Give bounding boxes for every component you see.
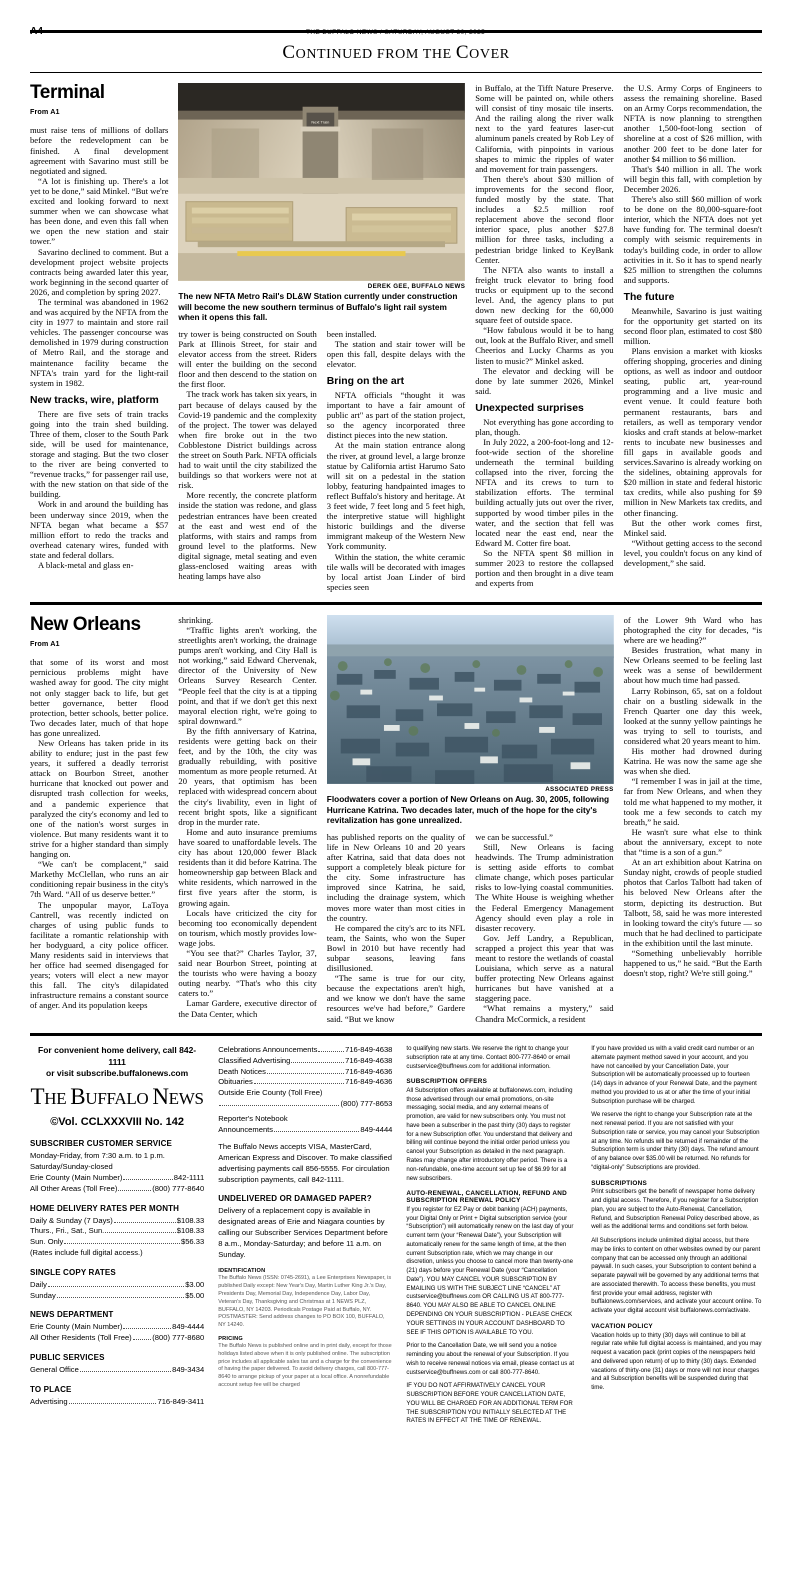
page-folio: A4 (30, 26, 44, 37)
info-row (218, 1077, 392, 1088)
delivery-line-1: For convenient home delivery, call 842-1111 (38, 1045, 197, 1067)
neworleans-column-1 (30, 605, 168, 1024)
terminal-figure (178, 83, 465, 329)
terminal-photo-credit (178, 281, 465, 292)
paragraph: “Without getting access to the second level, you couldn't focus on any kind of development,” she said. (623, 537, 762, 568)
paragraph: There are five sets of train tracks going into the train shed building. Three of them, closer to the South Park side, will be used for maintenance, storage and staging. But the two closer to the river are being converted to “revenue tracks,” for passenger rail use, with the new station on that side of the building. (30, 408, 169, 500)
paragraph: New Orleans has taken pride in its ability to endure; just in the past few years, it suffered a deadly terrorist attack on Bourbon Street, another hurricane that knocked out power and disrupted trash collection for weeks, and a pandemic experience that paralyzed the city's economy and led to one of the nation's worst surges in violence. But many residents want it to strive for a higher standard than simply hanging on. (30, 738, 169, 860)
subscriptions-text: Print subscribers get the benefit of newspaper home delivery and digital access. Therefore, if you register for a Subscription plan, you are subject to the Auto-Renewal, Cancellation, Refund, and Subscription Renewal Policy described above, as well as the additional terms and conditions set forth below. (591, 1188, 760, 1231)
row-value: $3.00 (185, 1279, 205, 1289)
paragraph: “Something unbelievably horrible happened to us,” he said. “But the Earth doesn't stop, right? We're still going.” (623, 947, 762, 979)
leader-dots (64, 1243, 180, 1244)
paragraph: But the other work comes first, Minkel said. (623, 517, 762, 538)
terminal-subhead-4: The future (623, 291, 675, 303)
paragraph: Home and auto insurance premiums have soared to unaffordable levels. The city has about 120,000 fewer Black residents than it did before Katrina. The homeownership gap between Black and white residents, which narrowed in the first five years after the storm, is growing again. (178, 826, 317, 908)
row-value: 716-849-4638 (345, 1045, 393, 1055)
info-row (30, 1226, 204, 1237)
row-label: Celebrations Announcements (218, 1045, 318, 1055)
paragraph: NFTA officials “thought it was important to have a fair amount of public art" as part of the station project, so the agency incorporated three distinct pieces into the new station. (326, 390, 466, 441)
paragraph: “A lot is finishing up. There's a lot yet to be done,” said Minkel. “But we're excited and looking forward to next summer when we can showcase what has been done, and even this fall when we open the new station and stair tower.” (30, 175, 169, 247)
leader-dots (267, 1073, 344, 1074)
info-row (30, 1365, 204, 1376)
paragraph: So the NFTA spent $8 million in summer 2023 to restore the collapsed portion and then brought in a dive team and experts from (475, 547, 614, 589)
row-value: 849-3434 (172, 1364, 205, 1374)
paragraph: The unpopular mayor, LaToya Cantrell, was recently indicted on charges of using public funds to facilitate a romantic relationship with her bodyguard, a city police officer. Many residents said in interviews that her office had seemed disengaged for years; voters will elect a new mayor this fall. The city's dilapidated infrastructure remains a constant source of anger. And its population keeps (30, 899, 169, 1011)
info-row (30, 1216, 204, 1227)
info-column-3 (406, 1045, 577, 1426)
terminal-headline: Terminal (30, 82, 105, 103)
leader-dots (254, 1083, 344, 1084)
paragraph: His mother had drowned during Katrina. He was now the same age she was when she died. (623, 746, 762, 777)
paragraph: try tower is being constructed on South Park at Illinois Street, for stair and elevator access from the street. Riders will enter the building on the second floor and then descend to the station on the first floor. (178, 328, 317, 390)
paragraph: “I remember I was in jail at the time, far from New Orleans, and when they told me what happened to my mother, it took me a few seconds to catch my breath,” he said. (623, 776, 762, 827)
home-delivery-note: (Rates include full digital access.) (30, 1247, 143, 1257)
neworleans-column-2 (178, 605, 316, 1024)
paragraph: The NFTA also wants to install a freight truck elevator to bring food trucks or equipment up to the second level. And, the agency plans to put down new decking for the 60,000 square feet of outside space. (475, 264, 614, 326)
row-label: General Office (30, 1364, 79, 1374)
info-row (218, 1099, 392, 1110)
leader-dots (114, 1222, 176, 1223)
neworleans-photo-block (327, 605, 614, 1024)
heading-public-services: PUBLIC SERVICES (30, 1352, 105, 1362)
row-value: (800) 777-8653 (340, 1098, 393, 1108)
service-hours-2: Saturday/Sunday-closed (30, 1162, 113, 1172)
paragraph: Savarino declined to comment. But a development project website projects contracts being awarded later this year, work beginning in the second quarter of 2026, and completion by spring 2027. (30, 246, 169, 297)
paragraph: The track work has taken six years, in part because of delays caused by the Covid-19 pandemic and the complexity of the project. The tower was delayed when fire broke out in the two Cobblestone District buildings across the street on South Park. NFTA officials had to wait until the city stabilized the buildings so that workers were not at risk. (178, 389, 317, 491)
info-row (30, 1397, 204, 1408)
all-subscriptions-text: All Subscriptions include unlimited digital access, but there may be links to content on other websites owned by our parent company that can be accessed only through an additional paywall. In such cases, your Subscription to content behind a separate paywall will be governed by any additional terms that are associated therewith. To access these benefits, you must first provide your email address, register with buffalonews.com/services, and activate your account online. To activate your digital account visit buffalonews.com/activate. (591, 1237, 762, 1315)
qualifying-text: to qualifying new starts. We reserve the right to change your subscription rate at any time. Contact 800-777-8640 or email custservice@buffnews.com for additional information. (406, 1045, 571, 1070)
row-value: $108.33 (176, 1226, 205, 1236)
row-label: Thurs., Fri., Sat., Sun. (30, 1226, 105, 1236)
info-row (218, 1056, 392, 1067)
neworleans-photo-credit (327, 784, 614, 795)
neworleans-article (30, 605, 762, 1024)
paragraph: A black-metal and glass en- (38, 559, 134, 570)
leader-dots (123, 1179, 172, 1180)
leader-dots (80, 1371, 171, 1372)
paragraph: “We can't be complacent,” said Markethy McClellan, who runs an air conditioning repair business in the city's 7th Ward. “All of us deserve better.” (30, 859, 169, 900)
payments-text: The Buffalo News accepts VISA, MasterCard, American Express and Discover. To make classified advertising payments call 856-5555. For circulation subscription payments, call 842-1111. (218, 1142, 392, 1184)
leader-dots (133, 1339, 152, 1340)
heading-news-department: NEWS DEPARTMENT (30, 1310, 114, 1320)
info-row (30, 1237, 204, 1248)
paragraph: The station and stair tower will be open this fall, despite delays with the elevator. (326, 338, 466, 370)
paragraph: In July 2022, a 200-foot-long and 12-foot-wide section of the shoreline underneath the terminal building collapsed into the river, forcing the NFTA and its crews to turn to stabilization efforts. The terminal building actually juts out over the river, supported by wood timber piles in the water, and the section that fell was located near the east end, near the Edward M. Cotter fire boat. (475, 436, 614, 548)
terminal-photo-block (178, 73, 465, 592)
heading-pricing: PRICING (218, 1335, 243, 1342)
pricing-text: The Buffalo News is published online and in print daily, except for those holidays listed above when it is only published online. The subscription price includes all applicable sales tax and a charge for the convenience of having the paper delivered. To avoid delivery charges, call 800-777-8640 to arrange pickup of your paper at a local office. A nonrefundable account setup fee will be charged (218, 1342, 392, 1388)
paragraph: “What remains a mystery,” said Chandra McCormick, a resident (475, 1003, 614, 1024)
neworleans-jumpline: From A1 (30, 639, 60, 649)
leader-dots (57, 1297, 184, 1298)
no-cancel-warning-text: IF YOU DO NOT AFFIRMATIVELY CANCEL YOUR SUBSCRIPTION BEFORE YOUR CANCELLATION DATE, YOU WILL BE CHARGED FOR AN ADDITIONAL TERM FOR THE SUBSCRIPTION YOU INITIALLY SELECTED AT THE RATES IN EFFECT AT THE TIME OF RENEWAL. (406, 1382, 573, 1425)
row-label: Death Notices (218, 1066, 266, 1076)
terminal-column-3 (327, 329, 465, 592)
paragraph: At the main station entrance along the river, at ground level, a large bronze statue by California artist Harumo Sato will sit on a pedestal in the station lobby, featuring handpainted images to reflect Buffalo's history and heritage. At 3 feet wide, 7 feet long and 5 feet high, the interpretive statue will highlight historic buildings and the diverse immigrant makeup of the Western New York community. (326, 440, 466, 552)
row-label: Advertising (30, 1396, 68, 1406)
prior-cancellation-text: Prior to the Cancellation Date, we will send you a notice reminding you about the renewal of your Subscription. If you wish to receive renewal notices via email, please contact us at custservice@buffnews.com or call 800-777-8640. (406, 1342, 575, 1376)
heading-identification: IDENTIFICATION (218, 1268, 266, 1275)
heading-vacation-policy: VACATION POLICY (591, 1323, 653, 1330)
paragraph: Locals have criticized the city for becoming too economically dependent on tourism, which mostly provides low-wage jobs. (178, 907, 317, 948)
row-label: Sunday (30, 1290, 56, 1300)
leader-dots (318, 1051, 344, 1052)
section-title-text: CONTINUED FROM THE COVER (282, 42, 510, 63)
neworleans-column-5 (624, 605, 762, 1024)
header-rail: THE BUFFALO NEWS / SATURDAY, AUGUST 30, 2025 (306, 29, 486, 36)
terminal-subhead-1: New tracks, wire, platform (30, 394, 159, 406)
paragraph: Besides frustration, what many in New Orleans seemed to be feeling last week was a sense of bewilderment about how much time had passed. (623, 645, 762, 686)
reporters-notebook-label: Reporter's Notebook (218, 1113, 288, 1123)
paragraph: Lamar Gardere, executive director of the Data Center, which (178, 998, 317, 1019)
row-value: 849-4444 (172, 1322, 205, 1332)
row-value: 849-4444 (360, 1124, 393, 1134)
buffalo-news-logo: THE BUFFALO NEWS (30, 1084, 204, 1110)
row-label: Erie County (Main Number) (30, 1173, 123, 1183)
row-label: Daily (30, 1279, 47, 1289)
paragraph: The terminal was abandoned in 1962 and was acquired by the NFTA from the city in 1977 to maintain and store rail vehicles. The passenger concourse was demolished in 1979 during construction of Metro Rail, and the storage and maintenance facility became the NFTA's train yard for the light-rail system in 1982. (30, 296, 169, 388)
row-value: 716-849-4636 (345, 1077, 393, 1087)
toll-free-label: Outside Erie County (Toll Free) (218, 1088, 323, 1098)
paragraph: shrinking. (178, 614, 214, 625)
paragraph: By the fifth anniversary of Katrina, residents were getting back on their feet, and by the 10th, the city was gradually rebuilding, with positive momentum as more people returned. At 20 years, that optimism has been replaced with widespread concern about the city's livability, even in light of recent bright spots, like a significant drop in the murder rate. (178, 725, 317, 827)
terminal-column-1 (30, 73, 168, 592)
auto-renewal-text: If you register for EZ Pay or debit banking (ACH) payments, your Digital Only or Print + Digital subscription service (your “Subscription”) will automatically renew on the last day of your current term (your “Renewal Date”), your Subscription will automatically renew for the same length of time, at the then current Subscription rate, which we may change in our discretion, unless you choose to cancel more than twenty-one (21) days before your Renewal Date (your “Cancellation Date”). YOU MAY CANCEL YOUR SUBSCRIPTION BY EMAILING US WITH THE SUBJECT LINE “CANCEL” AT custservice@buffnews.com OR CALLING US AT 800-777-8640. YOU MAY ALSO BE ABLE TO CANCEL ONLINE DEPENDING ON YOUR SUBSCRIPTION - PLEASE CHECK YOUR SETTINGS IN YOUR ACCOUNT DASHBOARD TO SEE IF THIS OPTION IS AVAILABLE TO YOU. (406, 1205, 574, 1336)
credit-text: DEREK GEE, BUFFALO NEWS (367, 283, 466, 291)
row-value: 716-849-3411 (157, 1396, 205, 1406)
paragraph: The elevator and decking will be done by late summer 2026, Minkel said. (475, 365, 614, 396)
terminal-column-4 (475, 73, 613, 592)
neworleans-subcolumns (327, 832, 614, 1024)
paragraph: the U.S. Army Corps of Engineers to assess the remaining shoreline. Based on an Army Corps recommendation, the NFTA is now planning to strengthen another 1,500-foot-long section of shoreline at a cost of $26 million, with another 200 feet to be done later for another $4 million to $6 million. (623, 83, 762, 164)
info-column-2 (218, 1045, 392, 1426)
row-value: (800) 777-8680 (152, 1333, 205, 1343)
terminal-article (30, 73, 762, 592)
paragraph: He wasn't sure what else to think about the anniversary, except to note that “time is a son of a gun.” (623, 826, 762, 858)
info-row (30, 1333, 204, 1344)
paragraph: Work in and around the building has been underway since 2019, when the NFTA began what became a $57 million effort to redo the tracks and overhead catenary wires, funded with state and federal dollars. (30, 499, 169, 560)
neworleans-headline: New Orleans (30, 613, 141, 635)
row-label: Erie County (Main Number) (30, 1322, 123, 1332)
info-row (30, 1291, 204, 1302)
delivery-line-2: or visit subscribe.buffalonews.com (46, 1068, 189, 1078)
neworleans-column-3 (327, 832, 465, 1024)
paragraph: of the Lower 9th Ward who has photographed the city for decades, “is where are we heading?” (623, 614, 762, 646)
neworleans-figure (327, 615, 614, 832)
leader-dots (69, 1403, 157, 1404)
heading-subscription-offers: SUBSCRIPTION OFFERS (406, 1078, 488, 1086)
paragraph: Gov. Jeff Landry, a Republican, scrapped a project this year that was meant to restore the wetlands of coastal Louisiana, which serve as a natural buffer protecting New Orleans against hurricanes but have vanished at a staggering pace. (475, 932, 614, 1004)
rate-change-text: We reserve the right to change your Subscription rate at the next renewal period. If you are not satisfied with your Subscription rate or service, you may cancel your Subscription at any time. No refunds will be returned if remainder of the Subscription term is under thirty (30) days. The refund amount of any balance over $35.00 will be returned. No refunds for “digital-only” Subscriptions are provided. (591, 1111, 760, 1172)
paragraph: been installed. (326, 328, 377, 339)
row-label: All Other Areas (Toll Free) (30, 1183, 118, 1193)
paragraph: Within the station, the white ceramic tile walls will be decorated with images by local artist Joan Linder of bird species seen (326, 551, 466, 592)
leader-dots (123, 1328, 171, 1329)
credit-text: ASSOCIATED PRESS (545, 786, 614, 794)
heading-home-delivery: HOME DELIVERY RATES PER MONTH (30, 1203, 180, 1213)
row-label: Daily & Sunday (7 Days) (30, 1215, 113, 1225)
service-hours-1: Monday-Friday, from 7:30 a.m. to 1 p.m. (30, 1151, 165, 1161)
info-row (218, 1125, 392, 1136)
row-label: Classified Advertising (218, 1055, 291, 1065)
paragraph: “The same is true for our city, because the expectations aren't high, and we know we don't have the same resources we've had before,” Gardere said. “But we know (326, 973, 466, 1024)
credit-card-text: If you have provided us with a valid credit card number or an alternate payment method saved in your account, and you have not cancelled by your Cancellation Date, your Subscription will be automatically processed up to fourteen (14) days in advance of your Renewal Date, and the payment method you provided to us at or after the time of your initial Subscription purchase will be charged. (591, 1045, 757, 1105)
row-value: (800) 777-8640 (152, 1183, 205, 1193)
heading-single-copy: SINGLE COPY RATES (30, 1267, 116, 1277)
paragraph: At an art exhibition about Katrina on Sunday night, crowds of people studied photos that Carlos Talbott had taken of his beloved New Orleans after the storm, depicting its destruction. But Talbott, 58, said he was more interested in looking toward the city's future — so much that he had declined to participate in the exhibition until the last minute. (623, 857, 762, 948)
neworleans-column-4 (475, 832, 613, 1024)
paragraph: “You see that?” Charles Taylor, 37, said near Bourbon Street, pointing at the tourists who were having a boozy outing nearby. “That's who this city caters to.” (178, 947, 317, 999)
info-column-1 (30, 1045, 204, 1426)
heading-auto-renewal: AUTO-RENEWAL, CANCELLATION, REFUND AND SUBSCRIPTION RENEWAL POLICY (406, 1190, 568, 1205)
story-separator-2 (30, 1033, 762, 1036)
heading-subscriber-service: SUBSCRIBER CUSTOMER SERVICE (30, 1139, 172, 1149)
row-value: 716-849-4636 (345, 1066, 393, 1076)
info-row (218, 1067, 392, 1078)
paragraph: in Buffalo, at the Tifft Nature Preserve. Some will be painted on, while others will consist of tiny mosaic tile inserts. And the railing along the river walk next to the yard features laser-cut aluminum panels created by Rob Ley of California, with pinpoints in various shapes to mimic the ripples of water and movement for train passengers. (475, 83, 614, 174)
paragraph: There's also still $60 million of work to be done on the 80,000-square-foot interior, which the NFTA does not yet have funding for. The terminal doesn't comply with seismic requirements in today's building code, in order to allow activities in it. So it has to spend nearly $25 million to strengthen the columns and supports. (623, 194, 762, 285)
terminal-subhead-2: Bring on the art (326, 376, 405, 388)
paragraph: That's $40 million in all. The work will begin this fall, with completion by December 2026. (623, 163, 762, 194)
section-title (30, 33, 762, 72)
paragraph: Plans envision a market with kiosks offering shopping, groceries and dining options, as well as indoor and outdoor seating, public art, year-round programming and a live music and event venue. It could feature both permanent restaurants, bars and retailers, as well as temporary vendor kiosks and craft stands at below-market rents to incubate new businesses and fill gaps in available goods and services.Savarino is already working on the sidelines, obtaining approvals for $20 million in state and federal historic tax credits, while also pushing for $9 million in New Markets tax credits, and other financing. (623, 346, 762, 518)
info-row (218, 1045, 392, 1056)
paragraph: Meanwhile, Savarino is just waiting for the opportunity get started on its second floor plan, estimated to cost $80 million. (623, 305, 762, 346)
paragraph: “Traffic lights aren't working, the streetlights aren't working, the drainage pumps aren't working, and City Hall is not working,” said Edward Chervenak, director of the University of New Orleans Survey Research Center. “People feel that the city is at a tipping point, and that if we don't get this next mayoral election right, we're going to spiral downward.” (178, 624, 317, 726)
leader-dots (118, 1190, 151, 1191)
leader-dots (219, 1105, 339, 1106)
leader-dots (105, 1232, 175, 1233)
info-column-4 (591, 1045, 762, 1426)
subscription-info-block (30, 1045, 762, 1426)
leader-dots (291, 1062, 344, 1063)
paragraph: “How fabulous would it be to hang out, look at the Buffalo River, and smell Cheerios and Lucky Charms as you listen to music?” Minkel asked. (475, 325, 614, 366)
row-value: $108.33 (176, 1215, 205, 1225)
row-value: $5.00 (185, 1290, 205, 1300)
heading-subscriptions: SUBSCRIPTIONS (591, 1179, 648, 1187)
leader-dots (274, 1131, 359, 1132)
volume-number: ©Vol. CCLXXXVIII No. 142 (50, 1116, 185, 1129)
leader-dots (48, 1286, 184, 1287)
info-row (30, 1322, 204, 1333)
paragraph: Then there's about $30 million of improvements for the second floor, funded mostly by the state. That includes a $2.5 million roof replacement above the second floor interior space, plus another $27.8 million for three tasks, including a pedestrian bridge linked to KeyBank Center. (475, 173, 614, 265)
paragraph: Not everything has gone according to plan, though. (475, 416, 614, 437)
paragraph: Larry Robinson, 65, sat on a foldout chair on a bustling sidewalk in the French Quarter one day this week, looked at the sunny yellow paintings he was trying to sell to tourists, and considered what 20 years meant to him. (623, 685, 762, 746)
paragraph: has published reports on the quality of life in New Orleans 10 and 20 years after Katrina, said that data does not support a completely bleak picture for the city. Some infrastructure has improved since Katrina, he said, including the drainage system, which moves more water than most cities in the country. (326, 831, 466, 923)
svg-text:Next Train: Next Train (311, 119, 330, 125)
terminal-jumpline: From A1 (30, 107, 60, 117)
heading-undelivered: UNDELIVERED OR DAMAGED PAPER? (218, 1194, 372, 1204)
paragraph: More recently, the concrete platform inside the station was redone, and glass pedestrian entrances have been created at the east and west end of the platforms, with stairs and ramps from ground level to the platforms. New digital signage, metal seating and even glass-enclosed waiting areas with heating lamps have also (178, 490, 317, 582)
paragraph: that some of its worst and most pernicious problems might have washed away for good. The city might not only stagger back to life, but get better governance, better flood protection, better schools, better police. Two decades later, much of that hope has gone unrealized. (30, 657, 169, 738)
vacation-policy-text: Vacation holds up to thirty (30) days will continue to bill at regular rate while full digital access is maintained, and you may request a vacation pack (print copies of the newspapers held and delivered upon return) of up to thirty (30) days. Extended vacations of thirty-one (31) days or more will not incur charges and all Subscription benefits will be suspended during that time. (591, 1331, 762, 1392)
page-header (30, 0, 762, 37)
terminal-column-2 (178, 329, 316, 592)
row-label: Sun. Only (30, 1237, 64, 1247)
undelivered-text: Delivery of a replacement copy is available in designated areas of Erie and Niagara counties by calling our Subscriber Services Department before 8 a.m., Monday-Saturday; and before 11 a.m. on Sunday. (218, 1206, 388, 1259)
heading-to-place: TO PLACE (30, 1384, 72, 1394)
paragraph: Still, New Orleans is facing headwinds. The Trump administration is setting aside efforts to combat climate change, which poses particular risks to low-lying coastal communities. The White House is weighing whether the Federal Emergency Management Agency should even play a role in disaster recovery. (475, 841, 614, 933)
row-label: Announcements (218, 1124, 274, 1134)
terminal-photo (178, 83, 465, 281)
row-value: 716-849-4638 (345, 1055, 393, 1065)
row-label: Obituaries (218, 1077, 253, 1087)
paragraph: we can be successful.” (475, 831, 553, 842)
terminal-subhead-3: Unexpected surprises (475, 402, 584, 414)
info-row (30, 1184, 204, 1195)
subscription-offers-text: All Subscription offers available at buffalonews.com, including those advertised through our email promotions, on-site messaging, social media, and any external means of promotion, are valid for new subscribers only. You must not have been a subscriber in the past thirty (30) days to register for a new Subscription offer. You understand that delivery and billing will continue beyond the initial order period unless you cancel your Subscription as detailed in the next paragraph. Rates may change after introductory offer period. There is a non-refundable, one-time account set up fee of $6.99 for all new subscribers. (406, 1086, 573, 1182)
terminal-subcolumns (178, 329, 465, 592)
terminal-caption: The new NFTA Metro Rail's DL&W Station currently under construction will become the new southern terminus of Buffalo's light rail system when it opens this fall. (178, 291, 458, 323)
identification-text: The Buffalo News (ISSN: 0745-2691), a Lee Enterprises Newspaper, is published Daily except: New Year's Day, Martin Luther King Jr.'s Day, Presidents Day, Memorial Day, Independence Day, Labor Day, Veteran's Day, Thanksgiving and Christmas at 1 NEWS PLZ, BUFFALO, NY 14203. Periodicals Postage Paid at Buffalo, NY. POSTMASTER: Send address changes to PO BOX 100, BUFFALO, NY 14240. (218, 1275, 392, 1329)
paragraph: must raise tens of millions of dollars before the redevelopment can be finished. A final development agreement with Savarino must still be negotiated and signed. (30, 125, 169, 176)
terminal-column-5 (624, 73, 762, 592)
neworleans-caption: Floodwaters cover a portion of New Orleans on Aug. 30, 2005, following Hurricane Katrina. Two decades later, much of the hope for the city's revitalization has gone unrealized. (326, 794, 610, 826)
neworleans-photo (327, 615, 614, 784)
info-row (30, 1173, 204, 1184)
row-label: All Other Residents (Toll Free) (30, 1333, 132, 1343)
row-value: $56.33 (180, 1237, 205, 1247)
info-row (30, 1280, 204, 1291)
paragraph: He compared the city's arc to its NFL team, the Saints, who won the Super Bowl in 2010 but have recently had subpar seasons, leaving fans disillusioned. (326, 922, 466, 974)
home-delivery-promo (30, 1045, 204, 1079)
row-value: 842-1111 (173, 1173, 205, 1183)
